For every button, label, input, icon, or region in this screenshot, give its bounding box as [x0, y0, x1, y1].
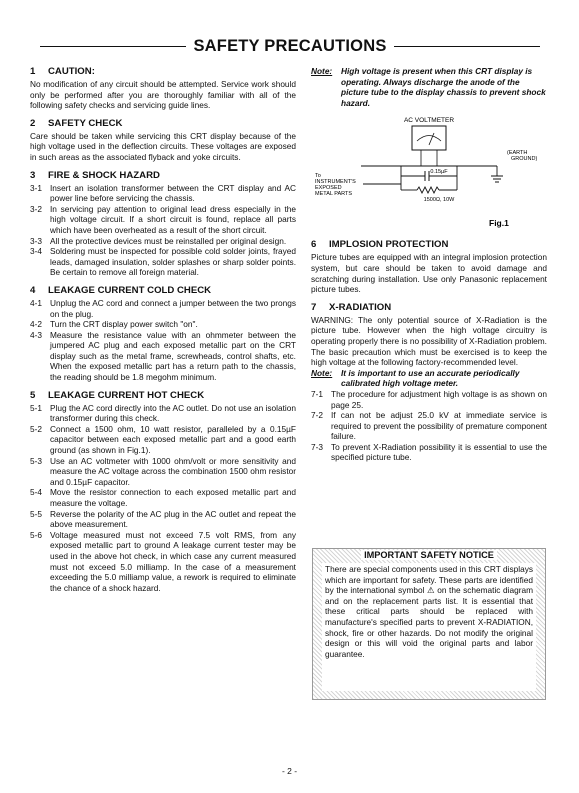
- resistor-zigzag: [417, 187, 439, 193]
- section-heading: 4 LEAKAGE CURRENT COLD CHECK: [30, 284, 212, 296]
- list-item: 3-3 All the protective devices must be reinstalled per original design.: [30, 235, 287, 246]
- meter-needle: [429, 133, 434, 145]
- section-body: Care should be taken while servicing this CRT display because of the high voltage used in the deflection circuits. These voltages are exposed in such areas as the associated flyback and yoke circuits.: [30, 130, 296, 162]
- notice-body: There are special components used in this CRT displays which are important for safety. These parts are identified by the international symbol ⚠ on the schematic diagram and on the replacement parts list. It is essential that these critical parts should be replaced with manufacture's specified parts to prevent X-RADIATION, shock, fire or other hazards. Do not modify the original design or this will void the original parts and labor guarantee.: [322, 563, 536, 691]
- list-item: 5-4 Move the resistor connection to each exposed metallic part and measure the voltage.: [30, 487, 296, 508]
- list-item: 7-2 If can not be adjust 25.0 kV at immediate service is required to prevent the possibility of premature component failure.: [311, 410, 547, 442]
- section-body: Picture tubes are equipped with an integral implosion protection system, but care should be taken to avoid damage and scratching during installation. Use only Panasonic replacement picture tubes.: [311, 252, 547, 295]
- list-item: 4-3 Measure the resistance value with an ohmmeter between the jumpered AC plug and each exposed metallic part on the CRT display such as the metal frame, screwheads, control shafts, etc. When the exposed metallic part has a return path to the chassis, the reading should be 1.8 megohm minimum.: [30, 329, 296, 383]
- page-title: SAFETY PRECAUTIONS: [193, 36, 387, 55]
- list-item: 5-6 Voltage measured must not exceed 7.5 volt RMS, from any exposed metallic part to ground A leakage current tester may be used in the above hot check, in which case any current measured must not exceed 5.0 milliamp. In the case of a measurement exceeding the 5.0 milliamp value, a rework is required to eliminate the chance of a shock hazard.: [30, 529, 296, 593]
- list-item: 7-1 The procedure for adjustment high voltage is as shown on page 25.: [311, 388, 547, 410]
- high-voltage-note: Note: High voltage is present when this CRT display is operating. Always discharge the anode of the picture tube to the display chassis to prevent shock hazard.: [311, 66, 546, 108]
- list-item: 3-2 In servicing pay attention to original lead dress especially in the high voltage circuit. If a short circuit is found, replace all parts which have been overheated as a result of the short circuit.: [30, 203, 296, 235]
- meter-label: AC VOLTMETER: [403, 117, 455, 125]
- section-body: WARNING: The only potential source of X-Radiation is the picture tube. However when the high voltage circuitry is operating properly there is no possibility of X-Radiation problem. The basic precaution which must be exercised is to keep the high voltage at the following factory-recommended level.: [311, 314, 547, 368]
- list-item: 4-1 Unplug the AC cord and connect a jumper between the two prongs on the plug.: [30, 297, 296, 319]
- svg-text:EXPOSED: EXPOSED: [315, 185, 342, 192]
- section-heading: 6 IMPLOSION PROTECTION: [311, 239, 449, 251]
- fig1-diagram: [311, 114, 547, 232]
- list-item: 5-2 Connect a 1500 ohm, 10 watt resistor, paralleled by a 0.15µF capacitor between each exposed metallic part and a good earth ground (as shown in Fig.1).: [30, 423, 296, 456]
- notice-title: IMPORTANT SAFETY NOTICE: [313, 550, 545, 560]
- right-column: [311, 66, 547, 463]
- important-safety-notice: [312, 548, 546, 700]
- voltmeter-box: [412, 126, 446, 150]
- capacitor-label: 0.15µF: [430, 169, 448, 176]
- figure-caption: Fig.1: [489, 218, 509, 229]
- section-heading: 7 X-RADIATION: [311, 301, 392, 313]
- svg-text:To: To: [315, 173, 321, 180]
- svg-text:(EARTH: (EARTH: [507, 150, 528, 157]
- list-item: 4-2 Turn the CRT display power switch "on".: [30, 319, 198, 330]
- section-body: No modification of any circuit should be attempted. Service work should only be performed after you are thoroughly familiar with all of the following safety checks and servicing guide lines.: [30, 79, 296, 111]
- page-number: - 2 -: [281, 766, 298, 776]
- svg-text:METAL PARTS: METAL PARTS: [315, 191, 353, 198]
- meter-note: Note: It is important to use an accurate periodically calibrated high voltage meter.: [311, 367, 520, 389]
- meter-scale-arc: [417, 136, 441, 142]
- section-heading: 2 SAFETY CHECK: [30, 117, 123, 129]
- section-heading: 1 CAUTION:: [30, 66, 95, 77]
- list-item: 5-5 Reverse the polarity of the AC plug in the AC outlet and repeat the above measurement.: [30, 508, 296, 530]
- svg-text:GROUND): GROUND): [511, 156, 538, 163]
- header-rule-left: [40, 46, 186, 47]
- header-rule-right: [394, 46, 540, 47]
- resistor-label: 1500Ω, 10W: [423, 197, 455, 204]
- section-heading: 5 LEAKAGE CURRENT HOT CHECK: [30, 389, 205, 401]
- list-item: 5-1 Plug the AC cord directly into the AC outlet. Do not use an isolation transformer during this check.: [30, 402, 296, 424]
- leakage-test-circuit: [311, 114, 547, 232]
- section-heading: 3 FIRE & SHOCK HAZARD: [30, 169, 160, 181]
- svg-text:INSTRUMENT'S: INSTRUMENT'S: [315, 179, 356, 186]
- list-item: 3-1 Insert an isolation transformer between the CRT display and AC power line before servicing the chassis.: [30, 182, 296, 204]
- list-item: 3-4 Soldering must be inspected for possible cold solder joints, frayed leads, damaged insulation, solder splashes or sharp solder points. Be certain to remove all foreign material.: [30, 246, 296, 278]
- list-item: 7-3 To prevent X-Radiation possibility it is essential to use the specified picture tube.: [311, 441, 547, 463]
- warning-triangle-icon: ⚠: [427, 585, 435, 596]
- page-header: [40, 36, 540, 56]
- left-column: [30, 66, 296, 593]
- list-item: 5-3 Use an AC voltmeter with 1000 ohm/volt or more sensitivity and measure the AC voltage across the combination 1500 ohm resistor and 0.15µF capacitor.: [30, 455, 296, 487]
